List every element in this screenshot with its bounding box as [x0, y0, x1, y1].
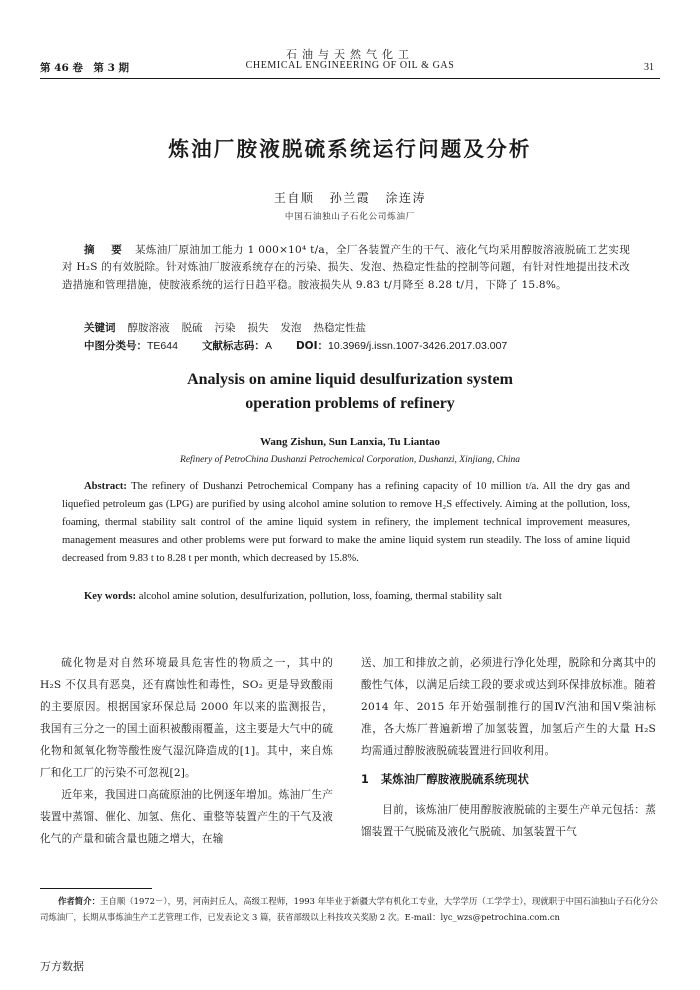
- keyword-cn: 脱硫: [181, 322, 203, 334]
- abstract-en-text: The refinery of Dushanzi Petrochemical Company has a refining capacity of 10 million t/a. All the dry gas and liquefied petroleum gas (LPG) are purified by using alcohol amine solution to remove H₂S effectively. Aiming at the pollution, loss, foaming, thermal stability salt control of the amine liquid system in refinery, the implement technical improvement measures, management measures and other problems were put forward to make the amine liquid system run steadily. The loss of amine liquid decreased from 9.83 t to 8.28 t per month, which decreased by 15.8%.: [62, 481, 630, 565]
- classification-line: [84, 338, 644, 353]
- volume-issue: 第 46 卷 第 3 期: [40, 62, 130, 74]
- footnote: [40, 894, 658, 925]
- body-column-right: [361, 652, 656, 843]
- watermark: 万方数据: [40, 960, 84, 973]
- body-paragraph: 硫化物是对自然环境最具危害性的物质之一，其中的 H₂S 不仅具有恶臭，还有腐蚀性和毒性，SO₂ 更是导致酸雨的主要原因。根据国家环保总局 2000 年以来的监测报告，我国有三分之一的国土面积被酸雨覆盖，这主要是大气中的硫化物和氮氧化物等酸性废气湿沉降造成的[1]。其中，来自炼厂和化工厂的污染不可忽视[2]。: [40, 657, 333, 779]
- section-title: 某炼油厂醇胺液脱硫系统现状: [380, 773, 530, 786]
- affiliation-en: Refinery of PetroChina Dushanzi Petrochemical Corporation, Dushanzi, Xinjiang, China: [180, 455, 520, 465]
- clc-value: TE644: [147, 340, 178, 352]
- body-paragraph: 近年来，我国进口高硫原油的比例逐年增加。炼油厂生产装置中蒸馏、催化、加氢、焦化、重整等装置产生的干气及液化气的产量和硫含量也随之增大，在输: [40, 789, 333, 845]
- keyword-cn: 污染: [214, 322, 236, 334]
- section-heading: [361, 772, 656, 788]
- doc-code-label: 文献标志码：: [201, 340, 265, 352]
- keyword-cn: 发泡: [280, 322, 302, 334]
- footnote-text: 王自顺（1972－），男，河南封丘人，高级工程师，1993 年毕业于新疆大学有机化工专业，大学学历（工学学士），现就职于中国石油独山子石化分公司炼油厂，长期从事炼油生产工艺管理工作，已发表论文 3 篇，获省部级以上科技攻关奖励 2 次。E-mail：lyc_wzs@petrochina.com.cn: [40, 896, 658, 922]
- journal-title-cn: 石油与天然气化工: [286, 48, 414, 61]
- article-title-cn: 炼油厂胺液脱硫系统运行问题及分析: [168, 137, 532, 161]
- journal-title-en: CHEMICAL ENGINEERING OF OIL & GAS: [245, 60, 455, 71]
- page-number: 31: [644, 62, 654, 73]
- abstract-en-label: Abstract:: [84, 481, 127, 492]
- abstract-cn-label: 摘 要: [84, 244, 125, 256]
- keyword-cn: 损失: [247, 322, 269, 334]
- keywords-en-text: alcohol amine solution, desulfurization, pollution, loss, foaming, thermal stability salt: [138, 591, 502, 602]
- doi-value: 10.3969/j.issn.1007-3426.2017.03.007: [328, 340, 508, 352]
- body-paragraph: 送、加工和排放之前，必须进行净化处理，脱除和分离其中的酸性气体，以满足后续工段的要求或达到环保排放标准。随着 2014 年、2015 年开始强制推行的国Ⅳ汽油和国Ⅴ柴油标准，各大炼厂普遍新增了加氢装置，加氢后产生的大量 H₂S 均需通过醇胺液脱硫装置进行回收利用。: [361, 657, 656, 757]
- clc-label: 中图分类号：: [84, 340, 147, 352]
- keywords-en-label: Key words:: [84, 591, 137, 602]
- keywords-cn-label: 关键词: [84, 322, 116, 334]
- footnote-rule: [40, 888, 152, 889]
- keywords-cn: [84, 320, 630, 335]
- doi-label: DOI：: [295, 340, 329, 352]
- body-column-left: [40, 652, 333, 850]
- article-title-en: [0, 368, 700, 416]
- body-paragraph: 目前，该炼油厂使用醇胺液脱硫的主要生产单元包括：蒸馏装置干气脱硫及液化气脱硫、加氢装置干气: [361, 804, 656, 838]
- article-title-en-text: Analysis on amine liquid desulfurization system operation problems of refinery: [187, 371, 513, 412]
- section-number: 1: [361, 773, 369, 786]
- keyword-cn: 醇胺溶液: [127, 322, 170, 334]
- abstract-cn-text: 某炼油厂原油加工能力 1 000×10⁴ t/a，全厂各装置产生的干气、液化气均采用醇胺溶液脱硫工艺实现对 H₂S 的有效脱除。针对炼油厂胺液系统存在的污染、损失、发泡、热稳定性盐的控制等问题，有针对性地提出技术改造措施和管理措施，使胺液系统的运行日趋平稳。胺液损失从 9.83 t/月降至 8.28 t/月，下降了 15.8%。: [62, 244, 630, 291]
- header-rule: [40, 78, 660, 79]
- keywords-en: [62, 588, 630, 606]
- footnote-label: 作者简介：: [58, 896, 101, 906]
- authors-cn: 王自顺 孙兰霞 涂连涛: [273, 191, 427, 205]
- keyword-cn: 热稳定性盐: [313, 322, 366, 334]
- abstract-en: [62, 478, 630, 568]
- authors-en: Wang Zishun, Sun Lanxia, Tu Liantao: [259, 436, 441, 448]
- doc-code-value: A: [264, 340, 272, 352]
- affiliation-cn: 中国石油独山子石化公司炼油厂: [284, 212, 416, 222]
- abstract-cn: [62, 242, 630, 294]
